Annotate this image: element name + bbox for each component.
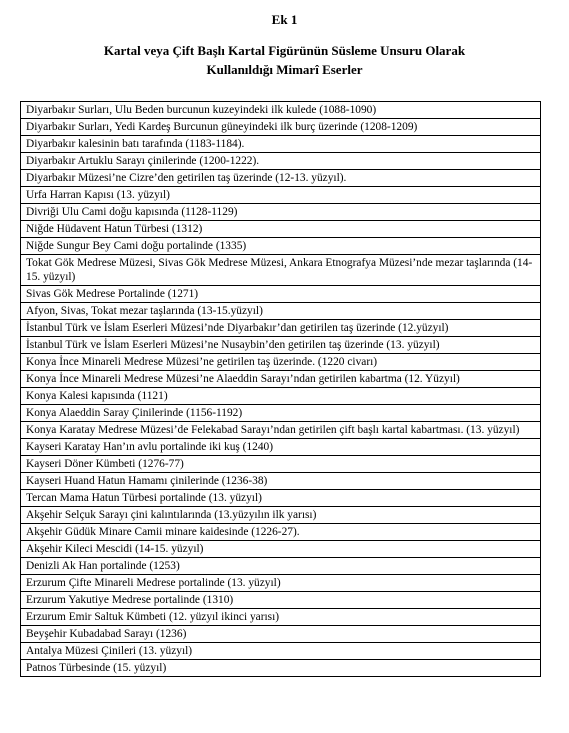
table-row — [21, 507, 541, 524]
title-line-2: Kullanıldığı Mimarî Eserler — [206, 62, 363, 77]
table-cell: Niğde Hüdavent Hatun Türbesi (1312) — [21, 221, 541, 238]
table-row — [21, 119, 541, 136]
table-cell: Erzurum Emir Saltuk Kümbeti (12. yüzyıl ikinci yarısı) — [21, 609, 541, 626]
table-row — [21, 102, 541, 119]
table-row — [21, 575, 541, 592]
table-cell: Afyon, Sivas, Tokat mezar taşlarında (13-15.yüzyıl) — [21, 303, 541, 320]
table-row — [21, 541, 541, 558]
appendix-label: Ek 1 — [271, 12, 298, 27]
table-row — [21, 303, 541, 320]
table-cell: Konya Alaeddin Saray Çinilerinde (1156-1192) — [21, 405, 541, 422]
table-row — [21, 660, 541, 677]
table-row — [21, 371, 541, 388]
table-row — [21, 490, 541, 507]
table-row — [21, 439, 541, 456]
table-cell: Sivas Gök Medrese Portalinde (1271) — [21, 286, 541, 303]
table-row — [21, 524, 541, 541]
table-row — [21, 255, 541, 286]
table-cell: Divriği Ulu Cami doğu kapısında (1128-1129) — [21, 204, 541, 221]
table-row — [21, 320, 541, 337]
table-cell: Kayseri Karatay Han’ın avlu portalinde iki kuş (1240) — [21, 439, 541, 456]
table-row — [21, 626, 541, 643]
table-row — [21, 609, 541, 626]
table-row — [21, 592, 541, 609]
table-cell: Konya Karatay Medrese Müzesi’de Felekabad Sarayı’ndan getirilen çift başlı kartal kabartması. (13. yüzyıl) — [21, 422, 541, 439]
table-cell: Erzurum Çifte Minareli Medrese portalinde (13. yüzyıl) — [21, 575, 541, 592]
document-title — [0, 41, 569, 79]
table-row — [21, 337, 541, 354]
table-cell: Antalya Müzesi Çinileri (13. yüzyıl) — [21, 643, 541, 660]
table-cell: Konya İnce Minareli Medrese Müzesi’ne getirilen taş üzerinde. (1220 civarı) — [21, 354, 541, 371]
table-row — [21, 422, 541, 439]
table-cell: Urfa Harran Kapısı (13. yüzyıl) — [21, 187, 541, 204]
table-cell: Diyarbakır Müzesi’ne Cizre’den getirilen taş üzerinde (12-13. yüzyıl). — [21, 170, 541, 187]
table-row — [21, 388, 541, 405]
table-cell: Akşehir Güdük Minare Camii minare kaidesinde (1226-27). — [21, 524, 541, 541]
table-row — [21, 558, 541, 575]
table-row — [21, 405, 541, 422]
table-cell: Tokat Gök Medrese Müzesi, Sivas Gök Medrese Müzesi, Ankara Etnografya Müzesi’nde mezar taşlarında (14-15. yüzyıl) — [21, 255, 541, 286]
table-cell: İstanbul Türk ve İslam Eserleri Müzesi’ne Nusaybin’den getirilen taş üzerinde (13. yüzyıl) — [21, 337, 541, 354]
table-cell: Konya Kalesi kapısında (1121) — [21, 388, 541, 405]
table-cell: Erzurum Yakutiye Medrese portalinde (1310) — [21, 592, 541, 609]
title-line-1: Kartal veya Çift Başlı Kartal Figürünün Süsleme Unsuru Olarak — [103, 43, 466, 58]
table-cell: Denizli Ak Han portalinde (1253) — [21, 558, 541, 575]
table-cell: Konya İnce Minareli Medrese Müzesi’ne Alaeddin Sarayı’ndan getirilen kabartma (12. Yüzyıl) — [21, 371, 541, 388]
table-row — [21, 136, 541, 153]
table-cell: Diyarbakır Surları, Ulu Beden burcunun kuzeyindeki ilk kulede (1088-1090) — [21, 102, 541, 119]
table-row — [21, 643, 541, 660]
table-cell: Tercan Mama Hatun Türbesi portalinde (13. yüzyıl) — [21, 490, 541, 507]
table-row — [21, 238, 541, 255]
table-row — [21, 286, 541, 303]
table-row — [21, 456, 541, 473]
table-row — [21, 473, 541, 490]
table-row — [21, 354, 541, 371]
table-cell: Beyşehir Kubadabad Sarayı (1236) — [21, 626, 541, 643]
table-cell: Patnos Türbesinde (15. yüzyıl) — [21, 660, 541, 677]
architectural-works-table — [20, 101, 541, 677]
table-cell: Kayseri Döner Kümbeti (1276-77) — [21, 456, 541, 473]
table-cell: Akşehir Selçuk Sarayı çini kalıntılarında (13.yüzyılın ilk yarısı) — [21, 507, 541, 524]
table-row — [21, 187, 541, 204]
table-row — [21, 153, 541, 170]
table-cell: Diyarbakır Artuklu Sarayı çinilerinde (1200-1222). — [21, 153, 541, 170]
table-row — [21, 204, 541, 221]
table-cell: Akşehir Kileci Mescidi (14-15. yüzyıl) — [21, 541, 541, 558]
table-cell: Kayseri Huand Hatun Hamamı çinilerinde (1236-38) — [21, 473, 541, 490]
table-cell: Diyarbakır kalesinin batı tarafında (1183-1184). — [21, 136, 541, 153]
table-cell: İstanbul Türk ve İslam Eserleri Müzesi’nde Diyarbakır’dan getirilen taş üzerinde (12.yüzyıl) — [21, 320, 541, 337]
table-cell: Diyarbakır Surları, Yedi Kardeş Burcunun güneyindeki ilk burç üzerinde (1208-1209) — [21, 119, 541, 136]
table-body — [21, 102, 541, 677]
table-row — [21, 170, 541, 187]
table-cell: Niğde Sungur Bey Cami doğu portalinde (1335) — [21, 238, 541, 255]
table-row — [21, 221, 541, 238]
